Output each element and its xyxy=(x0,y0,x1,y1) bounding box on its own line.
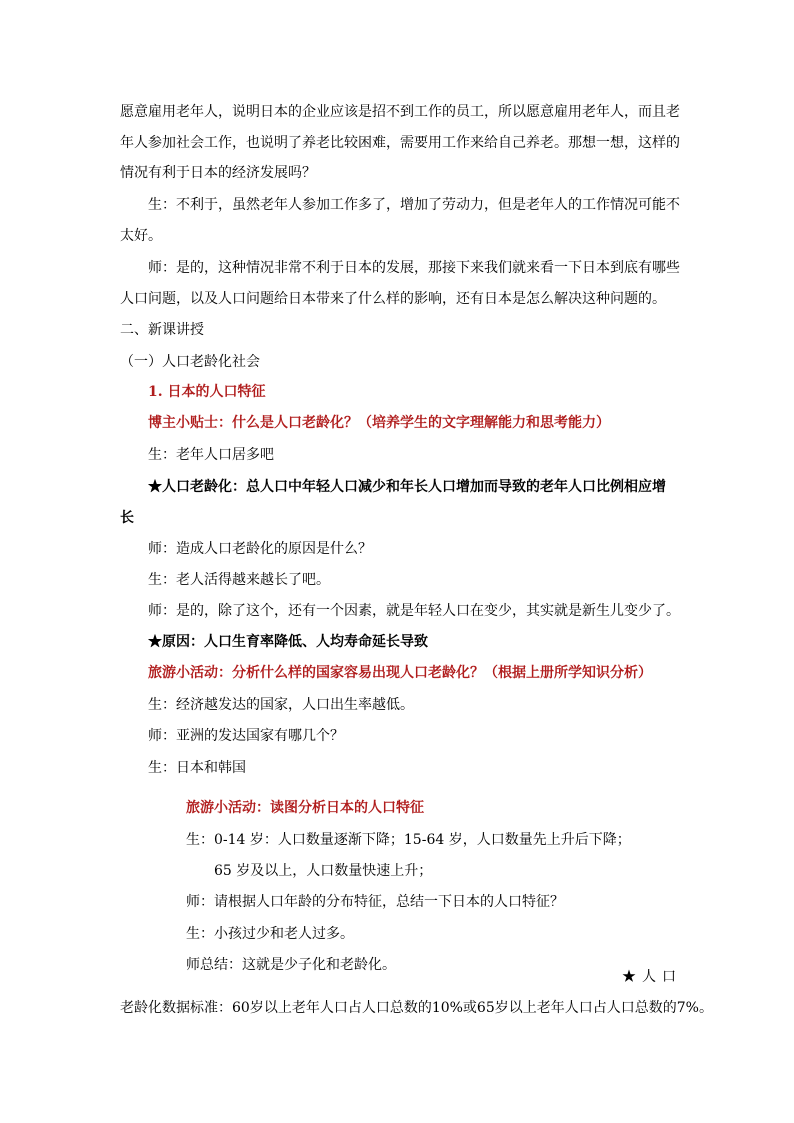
standard-line: 老龄化数据标准：60岁以上老年人口占人口总数的10%或65岁以上老年人口占人口总数的7%。 xyxy=(120,1000,713,1016)
paragraph-line: 年人参加社会工作，也说明了养老比较困难，需要用工作来给自己养老。那想一想，这样的 xyxy=(120,135,680,151)
section-heading: 二、新课讲授 xyxy=(120,322,204,338)
activity-heading: 旅游小活动：分析什么样的国家容易出现人口老龄化？（根据上册所学知识分析） xyxy=(148,665,652,681)
teacher-line: 师：亚洲的发达国家有哪几个？ xyxy=(148,728,344,744)
paragraph-line: 人口问题，以及人口问题给日本带来了什么样的影响，还有日本是怎么解决这种问题的。 xyxy=(120,291,666,307)
student-answer: 生：经济越发达的国家，人口出生率越低。 xyxy=(148,697,414,713)
paragraph-line: 情况有利于日本的经济发展吗？ xyxy=(120,165,316,181)
definition-line: ★人口老龄化：总人口中年轻人口减少和年长人口增加而导致的老年人口比例相应增 xyxy=(148,479,666,495)
teacher-line: 师：是的，这种情况非常不利于日本的发展，那接下来我们就来看一下日本到底有哪些 xyxy=(148,260,680,276)
student-answer: 生：0-14 岁：人口数量逐渐下降；15-64 岁，人口数量先上升后下降； xyxy=(186,832,631,848)
topic-heading: 1. 日本的人口特征 xyxy=(148,384,266,400)
activity-heading: 旅游小活动：读图分析日本的人口特征 xyxy=(186,800,424,816)
paragraph-line: 愿意雇用老年人，说明日本的企业应该是招不到工作的员工，所以愿意雇用老年人，而且老 xyxy=(120,104,680,120)
tip-heading: 博主小贴士：什么是人口老龄化？（培养学生的文字理解能力和思考能力） xyxy=(148,415,610,431)
student-answer: 生：日本和韩国 xyxy=(148,760,246,776)
student-answer: 生：小孩过少和老人过多。 xyxy=(186,926,354,942)
student-answer: 生：不利于，虽然老年人参加工作多了，增加了劳动力，但是老年人的工作情况可能不 xyxy=(148,197,680,213)
student-answer: 生：老人活得越来越长了吧。 xyxy=(148,572,330,588)
definition-line: 长 xyxy=(120,510,134,526)
standard-marker: ★人口 xyxy=(622,969,682,985)
teacher-line: 师：是的，除了这个，还有一个因素，就是年轻人口在变少，其实就是新生儿变少了。 xyxy=(148,603,680,619)
cause-line: ★原因：人口生育率降低、人均寿命延长导致 xyxy=(148,634,428,650)
teacher-line: 师：请根据人口年龄的分布特征，总结一下日本的人口特征？ xyxy=(186,894,564,910)
subsection-heading: （一）人口老龄化社会 xyxy=(120,354,260,370)
paragraph-line: 太好。 xyxy=(120,228,162,244)
student-answer: 65 岁及以上，人口数量快速上升； xyxy=(214,863,433,879)
teacher-line: 师：造成人口老龄化的原因是什么？ xyxy=(148,541,372,557)
teacher-summary: 师总结：这就是少子化和老龄化。 xyxy=(186,957,396,973)
student-answer: 生：老年人口居多吧 xyxy=(148,447,274,463)
